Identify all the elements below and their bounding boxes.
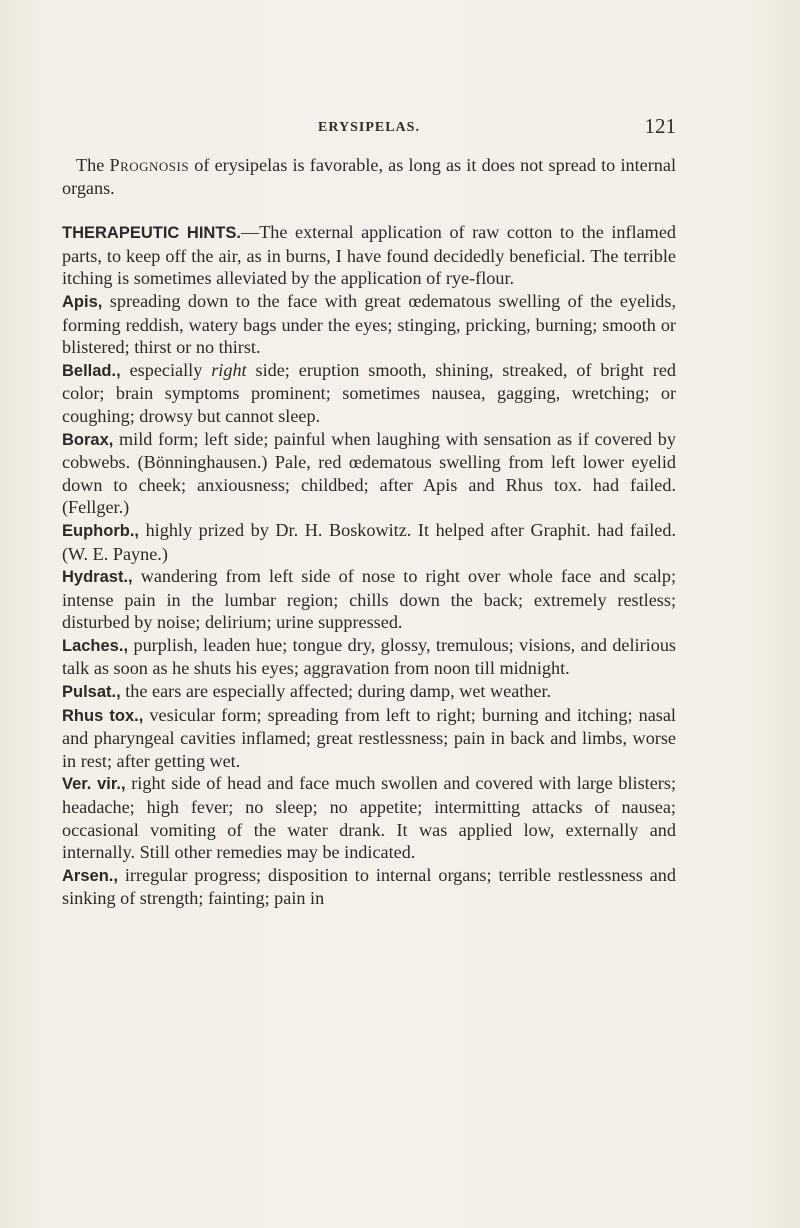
remedy-text: side; eruption smooth, shining, streaked, of bright red color; brain symptoms prominent; sometimes nausea, gagging, wretching; or coughing; drowsy but cannot sleep. bbox=[62, 359, 676, 426]
remedy-name: Arsen., bbox=[62, 866, 118, 885]
remedy-text: vesicular form; spreading from left to right; burning and itching; nasal and pharyngeal cavities inflamed; great restlessness; pain in back and limbs, worse in rest; after getting wet. bbox=[62, 704, 676, 771]
remedy-text: irregular progress; disposition to internal organs; terrible restlessness and sinking of strength; fainting; pain in bbox=[62, 864, 676, 909]
remedy-name: Rhus tox., bbox=[62, 706, 144, 725]
page-body bbox=[62, 154, 676, 910]
section-gap bbox=[62, 199, 676, 221]
page-number: 121 bbox=[644, 114, 676, 138]
remedy-entry-bellad bbox=[62, 359, 676, 428]
remedy-entry-arsen bbox=[62, 864, 676, 910]
prognosis-term: Prognosis bbox=[109, 155, 190, 175]
therapeutic-hints-paragraph bbox=[62, 221, 676, 290]
prognosis-lead: The bbox=[76, 155, 110, 175]
therapeutic-hints-heading: THERAPEUTIC HINTS. bbox=[62, 224, 241, 243]
remedy-name: Bellad., bbox=[62, 361, 121, 380]
remedy-name: Euphorb., bbox=[62, 521, 139, 540]
remedy-text: wandering from left side of nose to right over whole face and scalp; intense pain in the lumbar region; chills down the back; extremely restless; disturbed by noise; delirium; urine suppressed. bbox=[62, 566, 676, 633]
remedy-entry-ver-vir bbox=[62, 772, 676, 863]
page-header bbox=[62, 114, 676, 142]
prognosis-paragraph bbox=[62, 154, 676, 199]
remedy-name: Ver. vir., bbox=[62, 775, 126, 794]
remedy-entry-apis bbox=[62, 290, 676, 359]
therapeutic-hints-text: —The external application of raw cotton to the inflamed parts, to keep off the air, as in burns, I have found decidedly beneficial. The terrible itching is sometimes alleviated by the application of rye-flour. bbox=[62, 222, 676, 289]
running-head: ERYSIPELAS. bbox=[318, 120, 420, 135]
remedy-emphasis: right bbox=[211, 359, 247, 380]
remedy-name: Hydrast., bbox=[62, 568, 133, 587]
remedy-name: Laches., bbox=[62, 636, 129, 655]
remedy-entry-laches bbox=[62, 634, 676, 680]
remedy-text-before: especially bbox=[120, 359, 212, 380]
remedy-entry-hydrast bbox=[62, 565, 676, 634]
remedy-entry-pulsat bbox=[62, 680, 676, 704]
remedy-name: Borax, bbox=[62, 430, 114, 449]
prognosis-text: of erysipelas is favorable, as long as it does not spread to internal organs. bbox=[62, 155, 676, 198]
remedy-entry-rhus-tox bbox=[62, 704, 676, 773]
remedy-entry-borax bbox=[62, 428, 676, 519]
remedy-name: Pulsat., bbox=[62, 683, 121, 702]
remedy-text: purplish, leaden hue; tongue dry, glossy, tremulous; visions, and delirious talk as soon as he shuts his eyes; aggravation from noon till midnight. bbox=[62, 634, 676, 679]
remedy-text: highly prized by Dr. H. Boskowitz. It helped after Graphit. had failed. (W. E. Payne.) bbox=[62, 519, 676, 564]
remedy-text: spreading down to the face with great œdematous swelling of the eyelids, forming reddish, watery bags under the eyes; stinging, pricking, burning; smooth or blistered; thirst or no thirst. bbox=[62, 290, 676, 358]
remedy-text: right side of head and face much swollen and covered with large blisters; headache; high fever; no sleep; no appetite; intermitting attacks of nausea; occasional vomiting of the water drank. It was applied low, externally and internally. Still other remedies may be indicated. bbox=[62, 773, 676, 863]
remedy-name: Apis, bbox=[62, 292, 103, 311]
remedy-entry-euphorb bbox=[62, 519, 676, 565]
remedy-text: mild form; left side; painful when laughing with sensation as if covered by cobwebs. (Bönninghausen.) Pale, red œdematous swelling from left lower eyelid down to cheek; anxiousness; childbed; after Apis and Rhus tox. had failed. (Fellger.) bbox=[62, 428, 676, 518]
remedy-text: the ears are especially affected; during damp, wet weather. bbox=[120, 681, 552, 702]
